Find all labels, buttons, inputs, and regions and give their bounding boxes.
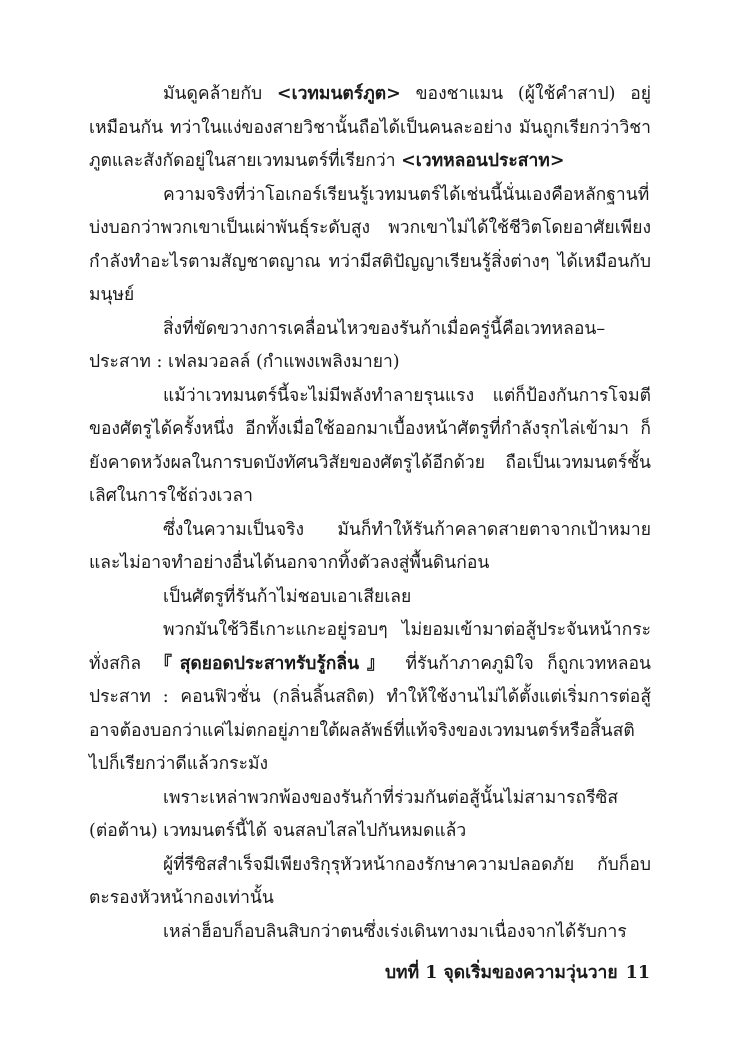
page-number: 11 [625, 963, 650, 983]
chapter-title: บทที่ 1 จุดเริ่มของความวุ่นวาย [384, 963, 618, 983]
paragraph [89, 614, 651, 782]
page-footer [385, 958, 650, 986]
paragraph [89, 581, 651, 615]
paragraph [89, 380, 651, 514]
paragraph [89, 849, 651, 916]
text-run: ผู้ที่รีซิสสำเร็จมีเพียงริกุรุหัวหน้ากองรักษาความปลอดภัย กับก็อบตะรองหัวหน้ากองเท่านั้น [89, 854, 651, 908]
paragraph [89, 179, 651, 313]
text-run: สิ่งที่ขัดขวางการเคลื่อนไหวของรันก้าเมื่อครู่นี้คือเวทหลอน–ประสาท : เฟลมวอลล์ (กำแพงเพลิงมายา) [89, 318, 606, 372]
body-text [89, 78, 651, 949]
paragraph [89, 78, 651, 179]
bold-term: <เวทมนตร์ภูต> [276, 84, 401, 104]
text-run: เหล่าฮ็อบก็อบลินสิบกว่าตนซึ่งเร่งเดินทางมาเนื่องจากได้รับการ [163, 921, 627, 942]
text-run: เพราะเหล่าพวกพ้องของรันก้าที่ร่วมกันต่อสู้นั้นไม่สามารถรีซิส (ต่อต้าน) เวทมนตร์นี้ได้ จนสลบไสลไปกันหมดแล้ว [89, 787, 619, 841]
text-run: พวกมันใช้วิธีเกาะแกะอยู่รอบๆ ไม่ยอมเข้ามาต่อสู้ประจันหน้ากระทั่งสกิล [89, 620, 651, 674]
text-run: มันดูคล้ายกับ [163, 84, 277, 104]
text-run: ของชาแมน (ผู้ใช้คำสาป) อยู่เหมือนกัน ทว่าในแง่ของสายวิชานั้นถือได้เป็นคนละอย่าง มันถูกเรียกว่าวิชาภูตและสังกัดอยู่ในสายเวทมนตร์ที่เรียกว่า [89, 84, 651, 171]
text-run: ความจริงที่ว่าโอเกอร์เรียนรู้เวทมนตร์ได้เช่นนี้นั่นเองคือหลักฐานที่บ่งบอกว่าพวกเขาเป็นเผ่าพันธุ์ระดับสูง พวกเขาไม่ได้ใช้ชีวิตโดยอาศัยเพียงกำลังทำอะไรตามสัญชาตญาณ ทว่ามีสติปัญญาเรียนรู้สิ่งต่างๆ ได้เหมือนกับมนุษย์ [89, 184, 651, 305]
paragraph [89, 313, 651, 380]
text-run: แม้ว่าเวทมนตร์นี้จะไม่มีพลังทำลายรุนแรง แต่ก็ป้องกันการโจมตีของศัตรูได้ครั้งหนึ่ง อีกทั้งเมื่อใช้ออกมาเบื้องหน้าศัตรูที่กำลังรุกไล่เข้ามา ก็ยังคาดหวังผลในการบดบังทัศนวิสัยของศัตรูได้อีกด้วย ถือเป็นเวทมนตร์ชั้นเลิศในการใช้ถ่วงเวลา [89, 385, 651, 506]
paragraph [89, 514, 651, 581]
paragraph [89, 782, 651, 849]
bold-term: 『สุดยอดประสาทรับรู้กลิ่น』 [154, 653, 393, 674]
bold-term: <เวทหลอนประสาท> [401, 151, 565, 171]
text-run: เป็นศัตรูที่รันก้าไม่ชอบเอาเสียเลย [163, 586, 412, 607]
text-run: ที่รันก้าภาคภูมิใจ ก็ถูกเวทหลอนประสาท : คอนฟิวชั่น (กลิ่นลิ้นสถิต) ทำให้ใช้งานไม่ได้ตั้งแต่เริ่มการต่อสู้ อาจต้องบอกว่าแค่ไม่ตกอยู่ภายใต้ผลลัพธ์ที่แท้จริงของเวทมนตร์หรือสิ้นสติไปก็เรียกว่าดีแล้วกระมัง [89, 653, 651, 774]
paragraph [89, 916, 651, 950]
text-run: ซึ่งในความเป็นจริง มันก็ทำให้รันก้าคลาดสายตาจากเป้าหมายและไม่อาจทำอย่างอื่นได้นอกจากทิ้งตัวลงสู่พื้นดินก่อน [89, 519, 651, 573]
